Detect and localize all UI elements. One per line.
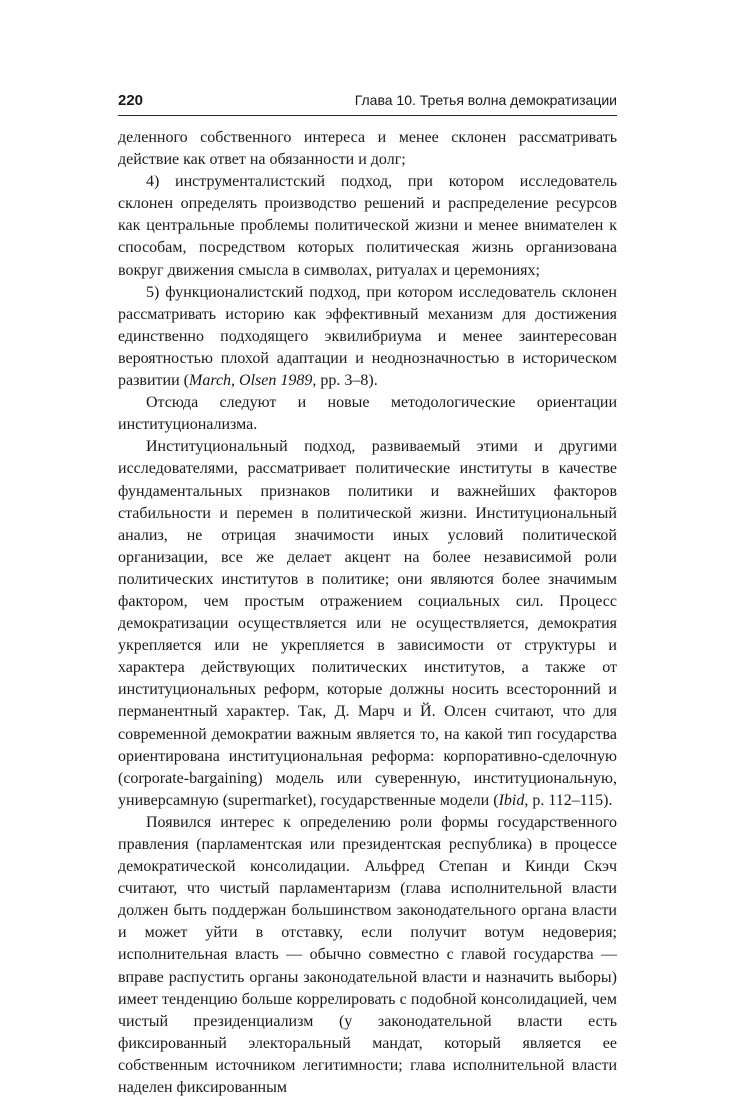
citation-march-olsen: March, Olsen 1989 <box>188 372 313 390</box>
page-number: 220 <box>118 92 144 109</box>
running-title: Глава 10. Третья волна демократизации <box>354 92 617 108</box>
paragraph-government-form: Появился интерес к определению роли формы государственного правления (парламентская или президентская республика) в процессе демократической консолидации. Альфред Степан и Кинди Скэч считают, что чистый парламентаризм (глава исполнительной власти должен быть поддержан большинством законодательного органа власти и может уйти в отставку, если получит вотум недоверия; исполнительная власть — обычно совместно с главой государства — вправе распустить органы законодательной власти и назначить выборы) имеет тенденцию больше коррелировать с подобной консолидацией, чем чистый президенциализм (у законодательной власти есть фиксированный электоральный мандат, который является ее собственным источником легитимности; глава исполнительной власти наделен фиксированным <box>118 813 617 1097</box>
paragraph-institutional-approach <box>118 436 617 812</box>
paragraph-text: Институциональный подход, развиваемый этими и другими исследователями, рассматривает политические институты в качестве фундаментальных признаков политики и важнейших факторов стабильности и перемен в политической жизни. Институциональный анализ, не отрицая значимости иных условий политической организации, все же делает акцент на более независимой роли политических институтов в политике; они являются более значимым фактором, чем простым отражением социальных сил. Процесс демократизации осуществляется или не осуществляется, демократия укрепляется или не укрепляется в зависимости от структуры и характера действующих политических институтов, а также от институциональных реформ, которые должны носить всесторонний и перманентный характер. Так, Д. Марч и Й. Олсен считают, что для современной демократии важным является то, на какой тип государства ориентирована институциональная реформа: корпоративно-сделочную (corporate-bargaining) модель или суверенную, институциональную, универсамную (supermarket), государственные модели ( <box>118 438 617 809</box>
paragraph-functionalist <box>118 282 617 392</box>
paragraph-instrumentalist: 4) инструменталистский подход, при котором исследователь склонен определять производство решений и распределение ресурсов как центральные проблемы политической жизни и менее внимателен к способам, посредством которых политическая жизнь организована вокруг движения смысла в символах, ритуалах и церемониях; <box>118 173 617 279</box>
paragraph-text: 5) функционалистский подход, при котором исследователь склонен рассматривать историю как эффективный механизм для достижения единственно подходящего эквилибриума и менее заинтересован вероятностью плохой адаптации и неоднозначностью в историческом развитии ( <box>118 283 617 390</box>
paragraph-text: , pp. 3–8). <box>312 372 378 390</box>
paragraph-text: , p. 112–115). <box>524 791 613 809</box>
paragraph-continuation: деленного собственного интереса и менее склонен рассматривать действие как ответ на обязанности и долг; <box>118 129 617 169</box>
book-page <box>118 92 617 1099</box>
page-body <box>118 127 617 1099</box>
citation-ibid: Ibid <box>498 791 525 809</box>
paragraph-methodology: Отсюда следуют и новые методологические ориентации институционализма. <box>118 394 617 434</box>
running-header <box>118 92 617 116</box>
